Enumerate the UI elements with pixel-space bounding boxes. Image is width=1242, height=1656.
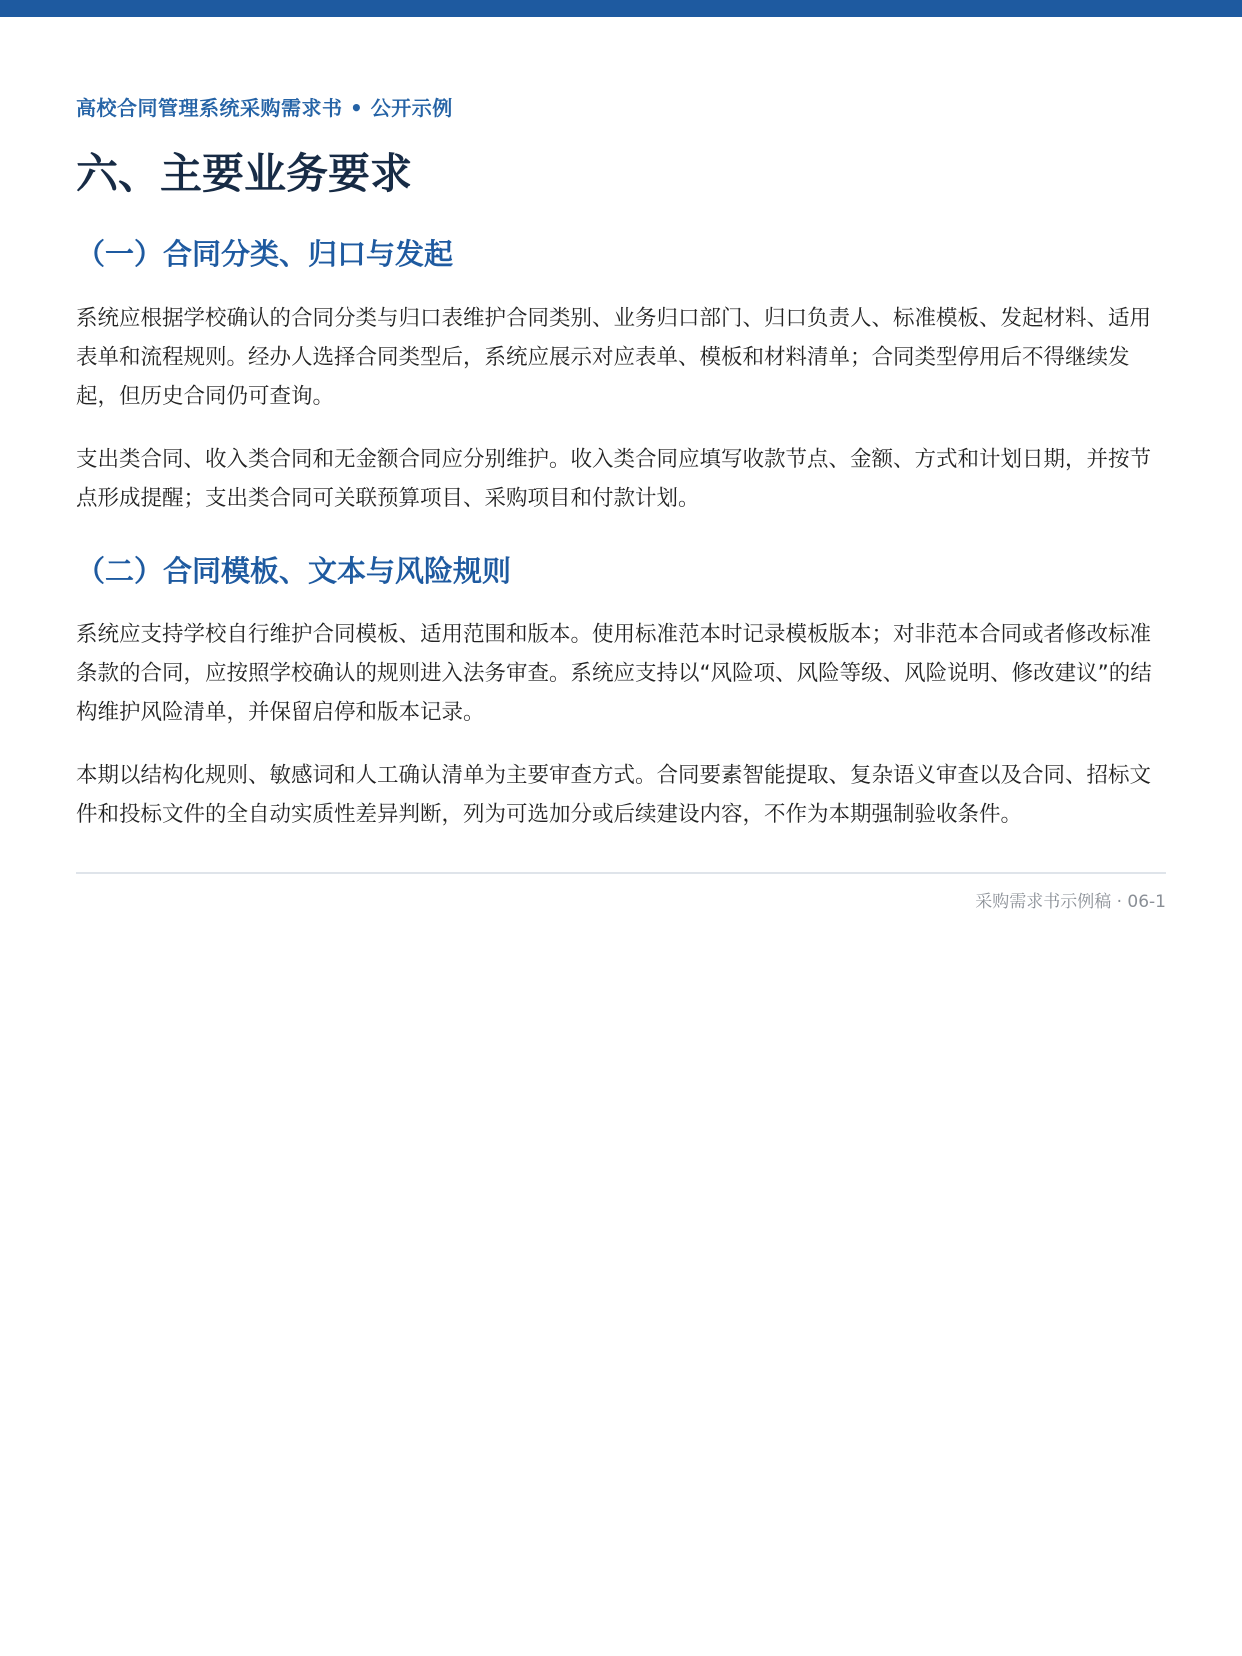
section-1-paragraph-2: 支出类合同、收入类合同和无金额合同应分别维护。收入类合同应填写收款节点、金额、方式和计划日期，并按节点形成提醒；支出类合同可关联预算项目、采购项目和付款计划。 (76, 447, 1152, 511)
document-header-label: 高校合同管理系统采购需求书 • 公开示例 (76, 96, 453, 120)
section-heading-2: （二）合同模板、文本与风险规则 (76, 554, 512, 588)
top-accent-bar (0, 0, 1242, 17)
page-title: 六、主要业务要求 (76, 149, 413, 198)
page-footer-label: 采购需求书示例稿 · 06-1 (975, 892, 1166, 912)
section-2-paragraph-1: 系统应支持学校自行维护合同模板、适用范围和版本。使用标准范本时记录模板版本；对非范本合同或者修改标准条款的合同，应按照学校确认的规则进入法务审查。系统应支持以“风险项、风险等级、风险说明、修改建议”的结构维护风险清单，并保留启停和版本记录。 (76, 622, 1152, 725)
section-1-paragraph-1: 系统应根据学校确认的合同分类与归口表维护合同类别、业务归口部门、归口负责人、标准模板、发起材料、适用表单和流程规则。经办人选择合同类型后，系统应展示对应表单、模板和材料清单；合同类型停用后不得继续发起，但历史合同仍可查询。 (76, 306, 1152, 409)
section-heading-1: （一）合同分类、归口与发起 (76, 237, 454, 271)
section-2-paragraph-2: 本期以结构化规则、敏感词和人工确认清单为主要审查方式。合同要素智能提取、复杂语义审查以及合同、招标文件和投标文件的全自动实质性差异判断，列为可选加分或后续建设内容，不作为本期强制验收条件。 (76, 763, 1152, 827)
footer-divider (76, 872, 1166, 874)
